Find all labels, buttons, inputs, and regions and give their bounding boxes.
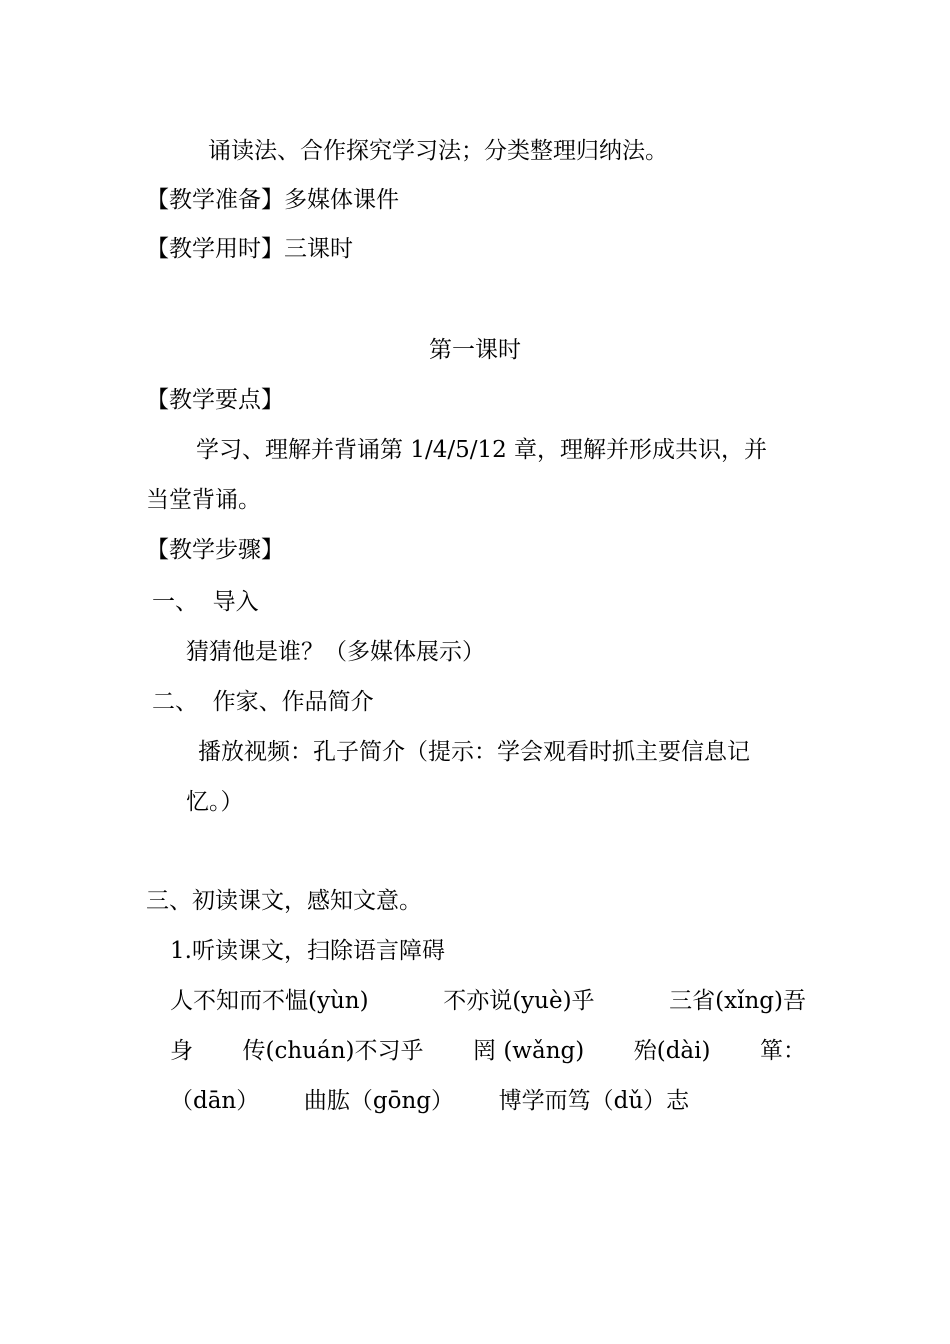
teaching-methods-text: 诵读法、合作探究学习法；分类整理归纳法。 (208, 138, 668, 164)
step1-title: 一、 导入 (152, 589, 259, 615)
lesson-title: 第一课时 (429, 337, 521, 363)
vocab-item: 三省(xǐng)吾 (669, 988, 806, 1014)
vocab-row-1 (170, 990, 806, 1013)
vocab-item: 人不知而不愠(yùn) (170, 988, 369, 1014)
step2-title: 二、 作家、作品简介 (152, 689, 374, 715)
step1-text: 猜猜他是谁？（多媒体展示） (186, 639, 485, 665)
duration-line: 【教学用时】三课时 (146, 236, 353, 262)
vocab-item: （dān） (170, 1088, 260, 1114)
vocab-item: 博学而笃（dǔ）志 (498, 1088, 690, 1114)
steps-heading: 【教学步骤】 (146, 537, 284, 563)
vocab-item: 殆(dài) (633, 1038, 711, 1064)
vocab-row-2 (170, 1040, 806, 1063)
key-points-heading: 【教学要点】 (146, 387, 284, 413)
vocab-row-3 (170, 1090, 689, 1113)
key-points-text-line-1: 学习、理解并背诵第 1/4/5/12 章，理解并形成共识，并 (196, 437, 768, 463)
vocab-item: 箪： (760, 1038, 806, 1064)
vocab-item: 曲肱（gōng） (303, 1088, 454, 1114)
key-points-text-line-2: 当堂背诵。 (146, 487, 261, 513)
step2-text-line-1: 播放视频：孔子简介（提示：学会观看时抓主要信息记 (198, 739, 750, 765)
vocab-item: 身 (170, 1038, 193, 1064)
vocab-item: 传(chuán)不习乎 (242, 1038, 424, 1064)
step3-subheading: 1.听读课文，扫除语言障碍 (170, 938, 445, 964)
vocab-item: 不亦说(yuè)乎 (443, 988, 595, 1014)
step3-title: 三、初读课文，感知文意。 (146, 888, 422, 914)
vocab-item: 罔 (wǎng) (473, 1038, 585, 1064)
preparation-line: 【教学准备】多媒体课件 (146, 187, 399, 213)
step2-text-line-2: 忆。） (186, 789, 244, 815)
